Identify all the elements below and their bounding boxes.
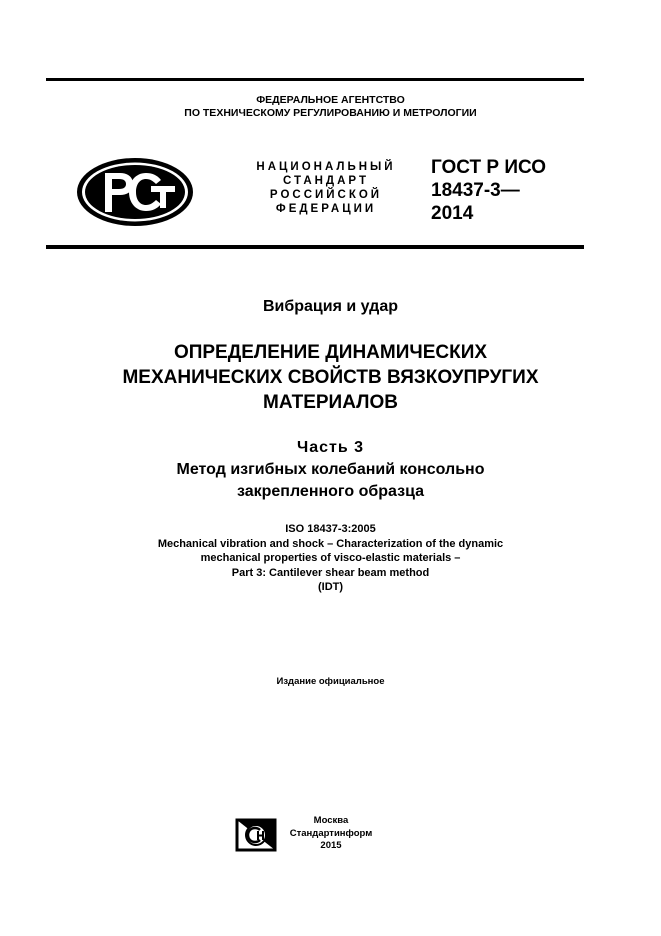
main-title-line-3: МАТЕРИАЛОВ <box>263 392 398 413</box>
iso-line-3: mechanical properties of visco-elastic materials – <box>200 552 461 564</box>
national-line-4: ФЕДЕРАЦИИ <box>275 203 377 215</box>
publisher-year: 2015 <box>320 840 342 851</box>
part-block <box>0 437 661 503</box>
iso-line-5: (IDT) <box>317 581 344 593</box>
main-title-line-2: МЕХАНИЧЕСКИХ СВОЙСТВ ВЯЗКОУПРУГИХ <box>122 367 539 388</box>
top-rule <box>46 78 584 81</box>
iso-line-2: Mechanical vibration and shock – Characterization of the dynamic <box>157 537 504 550</box>
edition-label: Издание официальное <box>276 676 385 687</box>
standard-code-line-2: 18437-3— <box>431 180 520 201</box>
main-title-line-1: ОПРЕДЕЛЕНИЕ ДИНАМИЧЕСКИХ <box>173 342 488 363</box>
standartinform-logo-icon <box>234 817 278 853</box>
agency-header <box>0 94 661 120</box>
iso-line-4: Part 3: Cantilever shear beam method <box>231 566 430 579</box>
main-title <box>0 340 661 415</box>
publisher-city: Москва <box>313 815 349 826</box>
publisher-name: Стандартинформ <box>289 827 373 839</box>
standard-code <box>431 156 591 225</box>
subject-title: Вибрация и удар <box>262 298 398 315</box>
rst-mark-icon <box>75 156 195 228</box>
part-title-line-1: Метод изгибных колебаний консольно <box>176 461 485 478</box>
national-standard-label <box>246 160 406 216</box>
standard-code-line-1: ГОСТ Р ИСО <box>431 157 547 178</box>
part-number: Часть 3 <box>296 439 365 456</box>
national-line-1: НАЦИОНАЛЬНЫЙ <box>256 161 396 173</box>
national-line-2: СТАНДАРТ <box>283 175 369 187</box>
agency-line-1: ФЕДЕРАЛЬНОЕ АГЕНТСТВО <box>256 94 405 106</box>
part-title-line-2: закрепленного образца <box>236 483 424 500</box>
iso-line-1: ISO 18437-3:2005 <box>285 523 376 535</box>
standard-code-line-3: 2014 <box>431 203 474 224</box>
agency-line-2: ПО ТЕХНИЧЕСКОМУ РЕГУЛИРОВАНИЮ И МЕТРОЛОГИИ <box>184 107 477 119</box>
publisher-block <box>286 815 376 853</box>
national-line-3: РОССИЙСКОЙ <box>269 189 383 201</box>
iso-reference <box>0 522 661 595</box>
middle-rule <box>46 245 584 249</box>
